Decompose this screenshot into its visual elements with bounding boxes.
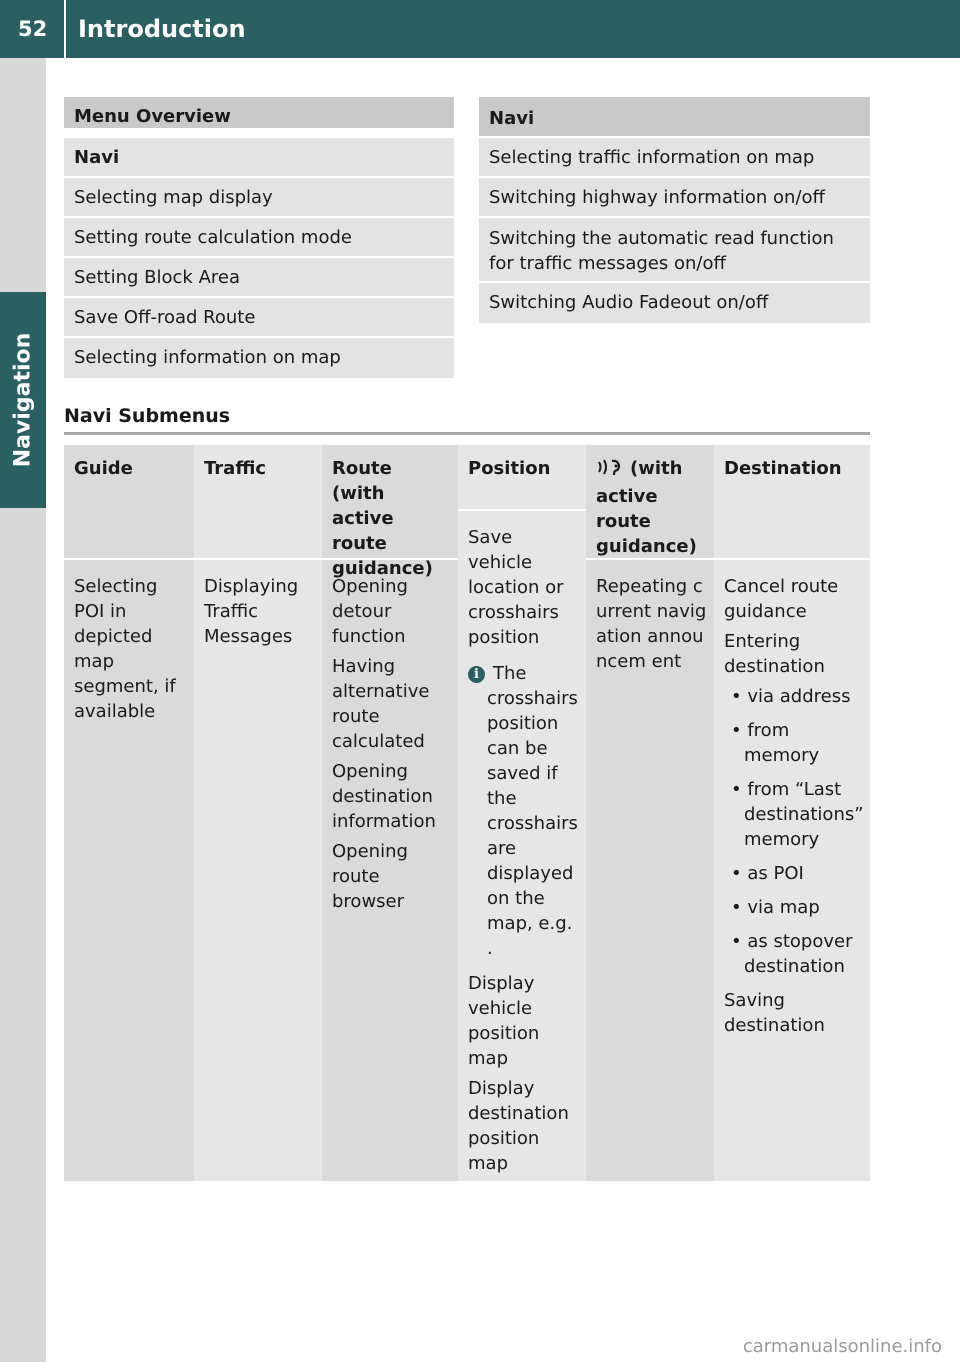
- info-note: [468, 661, 579, 961]
- menu-row: Navi: [64, 138, 454, 178]
- page-number: 52: [18, 17, 48, 41]
- chapter-title: Introduction: [78, 15, 246, 43]
- bullet-item: • via map: [731, 897, 820, 918]
- cell-text: Saving destination: [724, 990, 825, 1036]
- menu-row: Switching the automatic read function for traffic messages on/off: [479, 218, 870, 283]
- sidebar-strip: [0, 58, 46, 1362]
- cell-text: Display vehicle position map: [468, 973, 540, 1069]
- column-body: [322, 560, 458, 1181]
- menu-row: Save Off-road Route: [64, 298, 454, 338]
- menu-row-head: Navi: [479, 97, 870, 138]
- cell-text: Selecting POI in depicted map segment, if available: [74, 576, 176, 722]
- column-guide: [64, 445, 194, 1181]
- cell-text: Entering destination: [724, 631, 825, 677]
- cell-text: Opening route browser: [332, 841, 408, 912]
- column-header: Position: [458, 445, 586, 511]
- menu-row: Switching Audio Fadeout on/off: [479, 283, 870, 323]
- column-header: Route (with active route guidance): [322, 445, 458, 560]
- column-header: [586, 445, 714, 560]
- column-traffic: [194, 445, 322, 1181]
- menu-row: Setting route calculation mode: [64, 218, 454, 258]
- menu-overview-title: Menu Overview: [64, 97, 454, 130]
- bullet-item: • from “Last destinations” memory: [731, 779, 864, 850]
- cell-text: Opening destination information: [332, 761, 436, 832]
- column-body: [458, 511, 586, 1181]
- info-icon: i: [468, 666, 485, 683]
- bullet-text: as POI: [747, 863, 804, 884]
- column-body: [194, 560, 322, 1181]
- bullet-item: • from memory: [731, 720, 820, 766]
- voice-output-icon: [596, 457, 626, 484]
- watermark: carmanualsonline.info: [742, 1336, 942, 1357]
- column-voice-output: [586, 445, 714, 1181]
- cell-text: Displaying Traffic Messages: [204, 576, 299, 647]
- column-route: [322, 445, 458, 1181]
- bullet-item: • via address: [731, 686, 851, 707]
- column-header: Traffic: [194, 445, 322, 560]
- submenus-grid: [64, 445, 870, 1181]
- menu-row: Selecting traffic information on map: [479, 138, 870, 178]
- header-divider: [64, 0, 66, 58]
- page-header: [0, 0, 960, 58]
- column-body: [64, 560, 194, 1181]
- menu-overview-table-left: [64, 97, 454, 378]
- menu-row: Selecting information on map: [64, 338, 454, 378]
- cell-text: Cancel route guidance: [724, 576, 839, 622]
- bullet-text: via address: [747, 686, 851, 707]
- column-header: Destination: [714, 445, 870, 560]
- submenus-title: Navi Submenus: [64, 405, 231, 427]
- column-position: [458, 445, 586, 1181]
- bullet-text: as stopover destination: [744, 931, 853, 977]
- cell-text: Having alternative route calculated: [332, 656, 430, 752]
- column-header-text: (with active route guidance): [596, 458, 697, 557]
- menu-row: Switching highway information on/off: [479, 178, 870, 218]
- bullet-text: from memory: [744, 720, 820, 766]
- bullet-item: • as POI: [731, 863, 804, 884]
- bullet-text: from “Last destinations” memory: [744, 779, 864, 850]
- cell-text: Opening detour function: [332, 576, 408, 647]
- bullet-item: • as stopover destination: [731, 931, 853, 977]
- column-body: [586, 560, 714, 1181]
- cell-text: Display destination position map: [468, 1078, 569, 1174]
- spacer: [64, 130, 454, 138]
- column-body: [714, 560, 870, 1181]
- column-header: Guide: [64, 445, 194, 560]
- sidebar-section-label: Navigation: [10, 332, 36, 468]
- menu-overview-table-right: [479, 97, 870, 323]
- bullet-text: via map: [747, 897, 820, 918]
- section-rule: [64, 432, 870, 435]
- menu-row: Setting Block Area: [64, 258, 454, 298]
- cell-text: Repeating current navigation announcem ent: [596, 576, 707, 672]
- cell-text: Save vehicle location or crosshairs position: [468, 527, 564, 648]
- info-note-text: The crosshairs position can be saved if the crosshairs are displayed on the map, e.g. .: [487, 663, 578, 959]
- column-destination: [714, 445, 870, 1181]
- menu-row: Selecting map display: [64, 178, 454, 218]
